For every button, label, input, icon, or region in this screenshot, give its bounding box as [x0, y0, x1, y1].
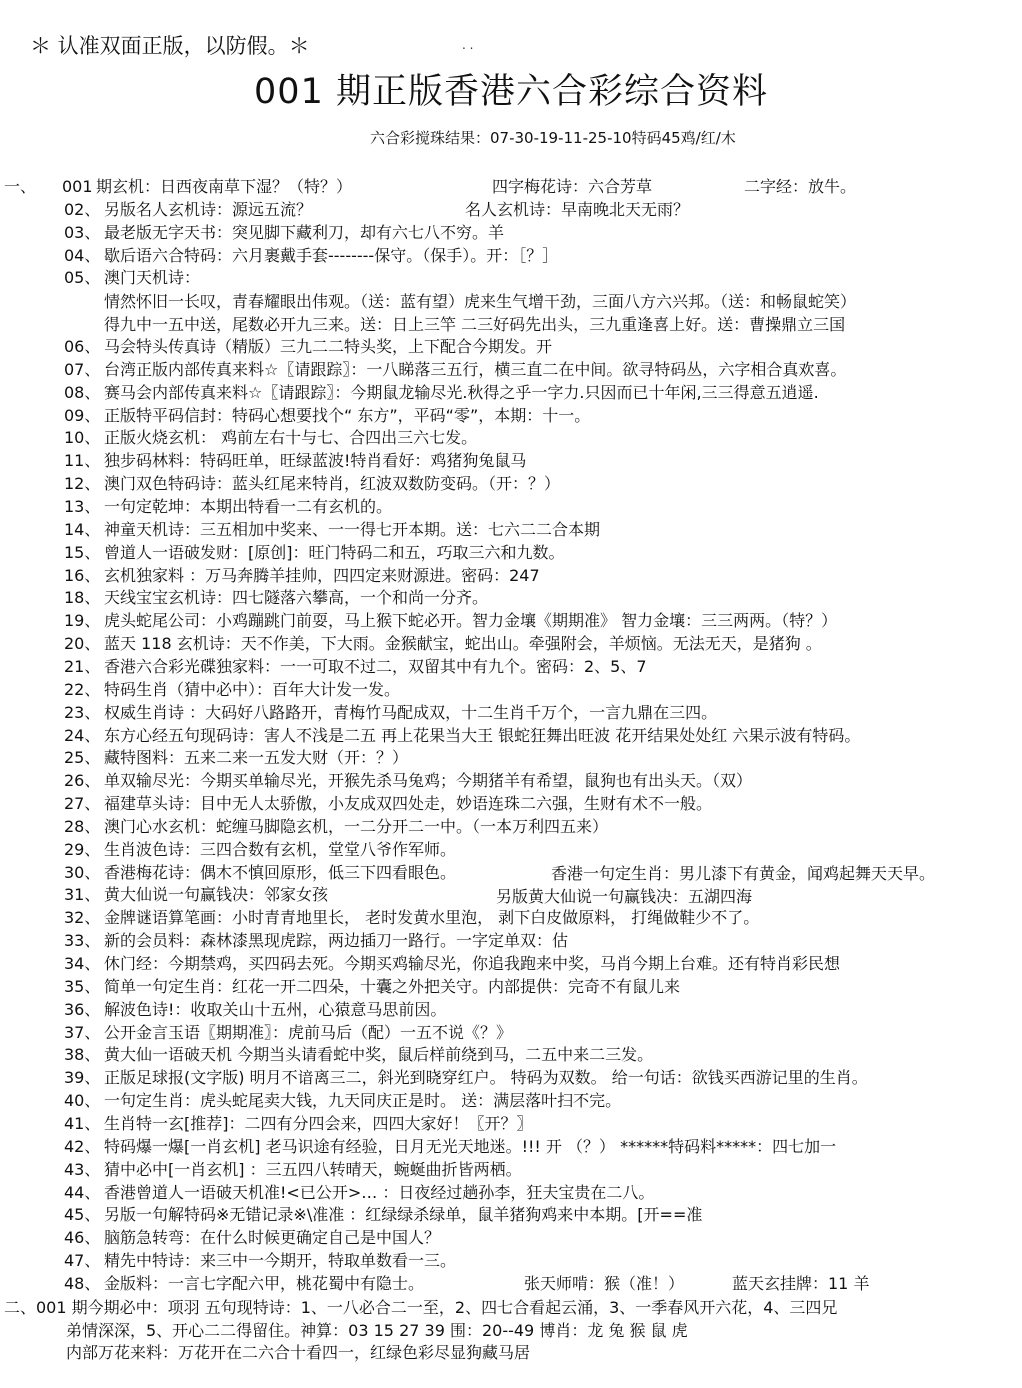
item-number: 19、	[64, 611, 101, 630]
item-number: 33、	[64, 931, 101, 950]
item-number: 39、	[64, 1068, 101, 1087]
item-text: 特码生肖（猜中必中）：百年大计发一发。	[104, 680, 401, 699]
item-number: 30、	[64, 863, 101, 882]
item-number: 22、	[64, 680, 101, 699]
item-text: 生肖特一玄[推荐]：二四有分四会来，四四大家好！〖开？〗	[104, 1114, 533, 1133]
two-word-scripture: 二字经：放牛。	[744, 177, 857, 196]
item-text: 歇后语六合特码：六月裹戴手套--------保守。（保手）。开：［？］	[104, 246, 559, 265]
item-number: 23、	[64, 703, 101, 722]
item-number: 06、	[64, 337, 101, 356]
item-text: 解波色诗!：收取关山十五州，心猿意马思前因。	[104, 1000, 447, 1019]
item-text: 最老版无字天书：突见脚下藏利刀，却有六七八不穷。羊	[104, 223, 505, 242]
famous-person-poem: 名人玄机诗：早南晚北天无雨？	[465, 200, 690, 219]
section-two-marker: 二、	[4, 1298, 37, 1317]
item-text: 黄大仙说一句赢钱决：邻家女孩	[104, 885, 329, 904]
item-number: 40、	[64, 1091, 101, 1110]
item-text: 东方心经五句现码诗：害人不浅是二五 再上花果当大王 银蛇狂舞出旺波 花开结果处处红 六果示波有特码。	[104, 726, 861, 745]
item-number: 04、	[64, 246, 101, 265]
item-text: 黄大仙一语破天机 今期当头请看蛇中奖，鼠后样前绕到马，二五中来二三发。	[104, 1045, 654, 1064]
item-text: 正版足球报(文字版) 明月不谙离三二，斜光到晓穿红户。 特码为双数。 给一句话：欲钱买西游记里的生肖。	[104, 1068, 868, 1087]
item-text: 赛马会内部传真来料☆〖请跟踪〗：今期鼠龙输尽光.秋得之乎一字力.只因而已十年闲,三三得意五逍遥.	[104, 383, 819, 402]
item-text: 玄机独家料 ：万马奔腾羊挂帅，四四定来财源进。密码：247	[104, 566, 540, 585]
item-number: 21、	[64, 657, 101, 676]
item-text: 蓝天 118 玄机诗：天不作美，下大雨。金猴献宝，蛇出山。牵强附会，羊烦恼。无法无天，是猪狗 。	[104, 634, 822, 653]
item-text: 猜中必中[一肖玄机] ：三五四八转晴天，蜿蜒曲折皆两栖。	[104, 1160, 522, 1179]
item-number: 13、	[64, 497, 101, 516]
item-number: 37、	[64, 1023, 101, 1042]
item-number: 18、	[64, 588, 101, 607]
poem-05-line-2: 得九中一五中送，尾数必开九三来。送：日上三竿 二三好码先出头，三九重逢喜上好。送：曹操鼎立三国	[104, 315, 846, 334]
item-text: 香港六合彩光碟独家料：一一可取不过二，双留其中有九个。密码：2、5、7	[104, 657, 647, 676]
item-text: 一句定乾坤：本期出特看一二有玄机的。	[104, 497, 393, 516]
item-text: 福建草头诗：目中无人太骄傲，小友成双四处走，妙语连珠二六强，生财有术不一般。	[104, 794, 713, 813]
poem-05-line-1: 情然怀旧一长叹，青春耀眼出伟观。（送：蓝有望）虎来生气增干劲，三面八方六兴邦。（送：和畅鼠蛇笑）	[104, 292, 857, 311]
item-number: 10、	[64, 428, 101, 447]
item-number: 03、	[64, 223, 101, 242]
item-number: 25、	[64, 748, 101, 767]
item-text: 脑筋急转弯：在什么时候更确定自己是中国人？	[104, 1228, 441, 1247]
item-text: 藏特图料：五来二来一五发大财（开：？）	[104, 748, 409, 767]
plum-poem: 四字梅花诗：六合芳草	[492, 177, 653, 196]
item-number: 001	[62, 177, 93, 196]
item-number: 43、	[64, 1160, 101, 1179]
item-number: 31、	[64, 885, 101, 904]
item-number: 11、	[64, 451, 101, 470]
item-number: 35、	[64, 977, 101, 996]
item-text: 正版特平码信封：特码心想要找个“ 东方”，平码“零”，本期：十一。	[104, 406, 591, 425]
section-one-marker: 一、	[4, 177, 37, 196]
item-number: 09、	[64, 406, 101, 425]
item-text: 休门经：今期禁鸡，买四码去死。今期买鸡输尽光，你追我跑来中奖，马肖今期上台难。还有特肖彩民想	[104, 954, 841, 973]
item-number: 38、	[64, 1045, 101, 1064]
item-number: 48、	[64, 1274, 101, 1293]
item-number: 46、	[64, 1228, 101, 1247]
item-number: 36、	[64, 1000, 101, 1019]
item-text: 曾道人一语破发财：[原创]：旺门特码二和五，巧取三六和九数。	[104, 543, 565, 562]
decorative-dots: . .	[462, 38, 474, 52]
item-number: 28、	[64, 817, 101, 836]
item-text: 期玄机：日西夜南草下湿？（特？）	[96, 177, 353, 196]
item-text: 澳门心水玄机：蛇缠马脚隐玄机，一二分开二一中。（一本万利四五来）	[104, 817, 609, 836]
item-number: 07、	[64, 360, 101, 379]
item-number: 27、	[64, 794, 101, 813]
item-number: 41、	[64, 1114, 101, 1133]
item-text: 金版料：一言七字配六甲，桃花蜀中有隐士。	[104, 1274, 425, 1293]
item-number: 26、	[64, 771, 101, 790]
item-text: 另版名人玄机诗：源远五流？	[104, 200, 313, 219]
item-number: 44、	[64, 1183, 101, 1202]
item-number: 20、	[64, 634, 101, 653]
item-text: 澳门双色特码诗：蓝头红尾来特肖，红波双数防变码。（开：？）	[104, 474, 561, 493]
authenticity-note: ＊ 认准双面正版，以防假。＊	[30, 34, 310, 58]
item-number: 24、	[64, 726, 101, 745]
section-two-line-2: 弟情深深，5、开心二二得留住。神算：03 15 27 39 围：20--49 博肖：龙 兔 猴 鼠 虎	[66, 1321, 688, 1340]
item-text: 虎头蛇尾公司：小鸡蹦跳门前耍，马上猴下蛇必开。智力金壤《期期准》 智力金壤：三三两两。（特？）	[104, 611, 838, 630]
item-number: 12、	[64, 474, 101, 493]
item-number: 08、	[64, 383, 101, 402]
item-number: 15、	[64, 543, 101, 562]
draw-result: 六合彩搅珠结果：07-30-19-11-25-10特码45鸡/红/木	[370, 129, 736, 147]
item-text: 香港梅花诗：偶木不慎回原形，低三下四看眼色。	[104, 863, 457, 882]
item-text: 权威生肖诗 ：大码好八路路开，青梅竹马配成双，十二生肖千万个，一言九鼎在三四。	[104, 703, 718, 722]
item-text: 台湾正版内部传真来料☆〖请跟踪〗：一八睇落三五行，横三直二在中间。欲寻特码丛，六字相合真欢喜。	[104, 360, 847, 379]
item-text: 新的会员料：森林漆黑现虎踪，两边插刀一路行。一字定单双：估	[104, 931, 569, 950]
item-number: 47、	[64, 1251, 101, 1270]
alt-wong-tai-sin: 另版黄大仙说一句赢钱决：五湖四海	[496, 887, 753, 906]
item-number: 32、	[64, 908, 101, 927]
hk-one-line-zodiac: 香港一句定生肖：男儿漆下有黄金，闻鸡起舞天天早。	[551, 864, 936, 883]
item-text: 一句定生肖：虎头蛇尾卖大钱，九天同庆正是时。 送：满层落叶扫不完。	[104, 1091, 622, 1110]
item-text: 天线宝宝玄机诗：四七隧落六攀高，一个和尚一分齐。	[104, 588, 489, 607]
item-number: 45、	[64, 1205, 101, 1224]
item-text: 正版火烧玄机： 鸡前左右十与七、合四出三六七发。	[104, 428, 478, 447]
item-number: 02、	[64, 200, 101, 219]
item-text: 神童天机诗：三五相加中奖来、一一得七开本期。送：七六二二合本期	[104, 520, 601, 539]
item-text: 另版一句解特码※无错记录※\准准 ：红绿绿杀绿单，鼠羊猪狗鸡来中本期。[开==准	[104, 1205, 703, 1224]
section-two-line-3: 内部万花来料：万花开在二六合十看四一，红绿色彩尽显狗藏马居	[66, 1343, 531, 1362]
page-title: 001 期正版香港六合彩综合资料	[254, 72, 768, 112]
item-number: 29、	[64, 840, 101, 859]
item-text: 单双输尽光：今期买单输尽光，开猴先杀马兔鸡；今期猪羊有希望，鼠狗也有出头天。（双）	[104, 771, 753, 790]
item-number: 14、	[64, 520, 101, 539]
item-text: 简单一句定生肖：红花一开二四朵，十囊之外把关守。内部提供：完奇不有鼠儿来	[104, 977, 681, 996]
item-text: 精先中特诗：来三中一今期开，特取单数看一三。	[104, 1251, 457, 1270]
blue-sky-sign: 蓝天玄挂牌：11 羊	[732, 1274, 870, 1293]
item-text: 澳门天机诗：	[104, 268, 201, 287]
item-number: 16、	[64, 566, 101, 585]
item-text: 香港曾道人一语破天机准!<已公开>… ：日夜经过趟孙李，狂夫宝贵在二八。	[104, 1183, 655, 1202]
item-text: 特码爆一爆[一肖玄机] 老马识途有经验，日月无光天地迷。!!! 开 （？） ******特码料*****：四七加一	[104, 1137, 837, 1156]
item-text: 生肖波色诗：三四合数有玄机，堂堂八爷作军师。	[104, 840, 457, 859]
item-text: 马会特头传真诗（精版）三九二二特头奖，上下配合今期发。开	[104, 337, 553, 356]
zhang-tianshi: 张天师啃：猴（准！）	[524, 1274, 685, 1293]
item-text: 金牌谜语算笔画：小时青青地里长， 老时发黄水里泡， 剥下白皮做原料， 打绳做鞋少不了。	[104, 908, 760, 927]
section-two-line-1: 001 期今期必中：项羽 五句现特诗：1、一八必合二一至，2、四七合看起云涌，3、一季春风开六花，4、三四兄	[36, 1298, 838, 1317]
item-text: 公开金言玉语〖期期准〗：虎前马后（配）一五不说《？》	[104, 1023, 513, 1042]
item-number: 05、	[64, 268, 101, 287]
item-number: 34、	[64, 954, 101, 973]
item-number: 42、	[64, 1137, 101, 1156]
item-text: 独步码林料：特码旺单，旺绿蓝波!特肖看好：鸡猪狗兔鼠马	[104, 451, 527, 470]
